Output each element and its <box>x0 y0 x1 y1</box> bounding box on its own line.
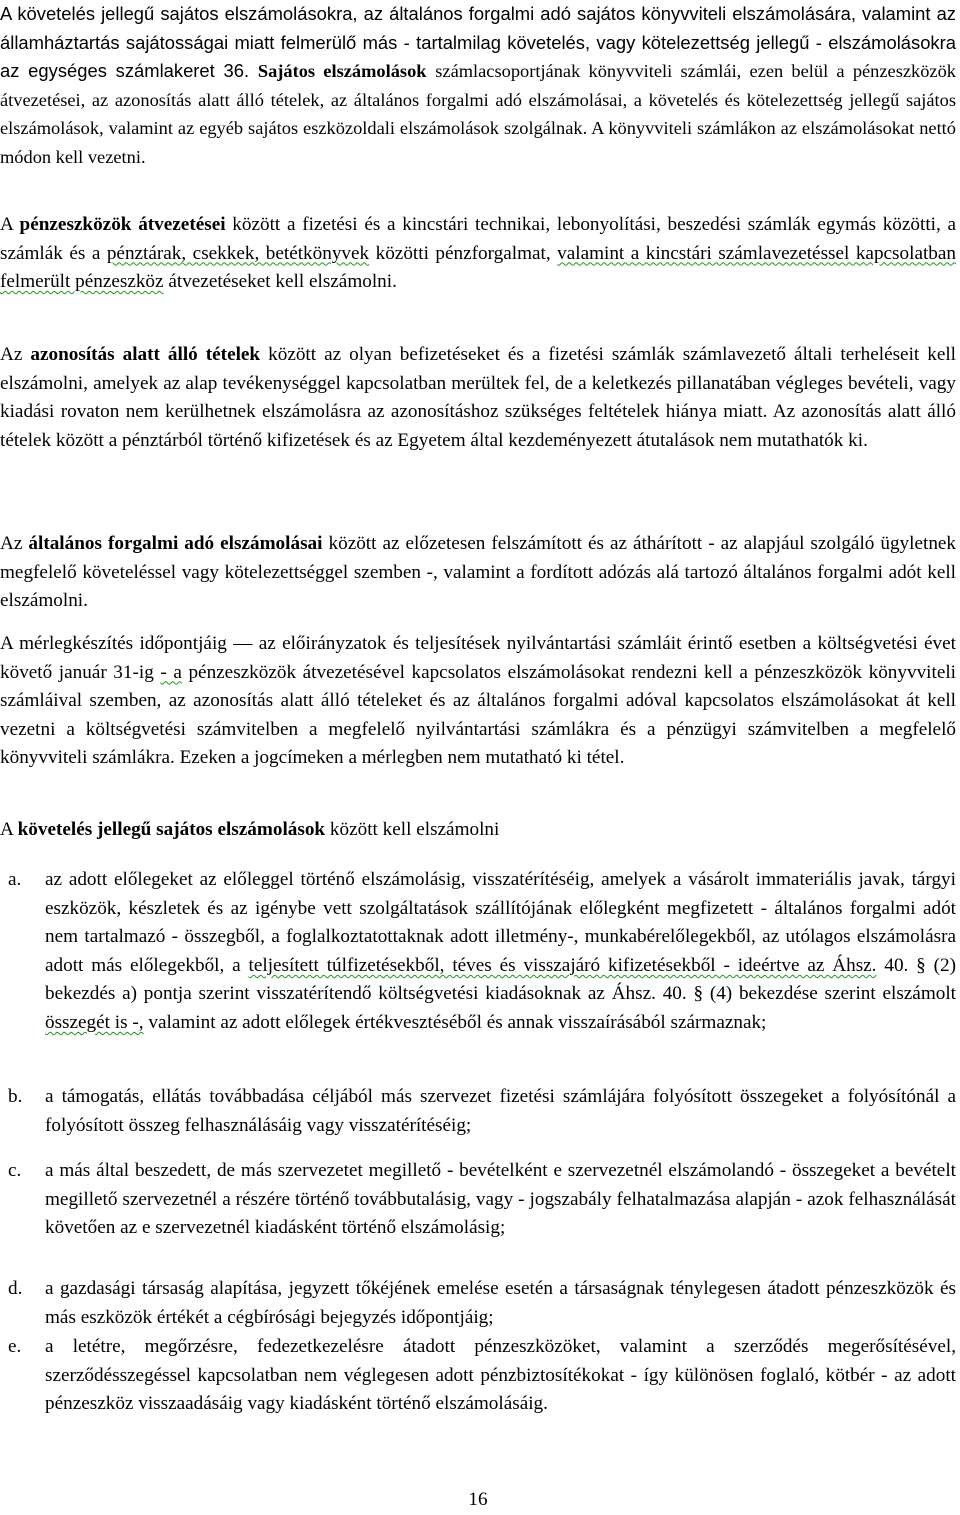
paragraph-balance-sheet <box>0 630 956 773</box>
item-a-text-5: valamint az adott előlegek értékvesztéséből és annak visszaírásából származnak; <box>148 1011 767 1033</box>
account-group-number: 36. <box>223 60 250 82</box>
item-a-wavy-2: összegét is -, <box>45 1011 144 1033</box>
paragraph-receivables-intro <box>0 816 956 845</box>
list-marker-b: b. <box>8 1086 23 1107</box>
receivables-bold-term: követelés jellegű sajátos elszámolások <box>17 819 326 840</box>
unidentified-text-a: Az <box>0 344 23 365</box>
intro-text: A követelés jellegű sajátos elszámolásokra, az általános forgalmi adó sajátos könyvviteli elszámolására, valamint az államháztartás sajátosságai miatt felmerülő más - tartalmilag követelés, vagy kötelezettség jellegű - elszámolásokra az egységes számlakeret <box>0 3 956 82</box>
receivables-text-c: között kell elszámolni <box>329 819 500 840</box>
balance-text-a: A mérlegkészítés időpontjáig — az előirányzatok és teljesítések nyilvántartási számláit érintő esetben a költségvetési évet követő január 31-ig <box>0 633 956 683</box>
list-marker-c: c. <box>8 1160 22 1181</box>
intro-bold-term: Sajátos elszámolások <box>257 61 427 82</box>
list-marker-d: d. <box>8 1278 23 1299</box>
receivables-text-a: A <box>0 819 13 840</box>
paragraph-transfers <box>0 211 956 297</box>
item-e-text: a letétre, megőrzésre, fedezetkezelésre átadott pénzeszközöket, valamint a szerződés megerősítésével, szerződésszegéssel kapcsolatban nem véglegesen adott pénzbiztosítékokat - így különösen foglaló, kötbér - az adott pénzeszköz visszaadásáig vagy kiadásként történő elszámolásáig. <box>45 1336 956 1415</box>
transfers-text-g: átvezetéseket kell elszámolni. <box>168 271 397 293</box>
transfers-wavy-1: pénztárak, csekkek, betétkönyvek <box>106 242 370 264</box>
transfers-text-e: közötti pénzforgalmat, <box>375 242 551 264</box>
list-item-d <box>0 1275 956 1332</box>
item-a-text-3: 40. § (2) bekezdés a) pontja szerint visszatérítendő költségvetési kiadásoknak az Áhsz. 40. § (4) bekezdése szerint elszámolt <box>45 954 957 1005</box>
list-item-c <box>0 1157 956 1243</box>
paragraph-intro <box>0 0 956 172</box>
vat-text-c: között az előzetesen felszámított és az áthárított - az alapjául szolgáló ügyletnek megfelelő követeléssel vagy kötelezettséggel szemben -, valamint a fordított adózás alá tartozó általános forgalmi adót kell elszámolni. <box>0 533 957 612</box>
unidentified-text-c: között az olyan befizetéseket és a fizetési számlák számlavezető általi terheléseit kell elszámolni, amelyek az alap tevékenységgel kapcsolatban merültek fel, de a keletkezés pillanatában végleges bevételi, vagy kiadási rovaton nem kerülhetnek elszámolásra az azonosításhoz szükséges feltételek hiánya miatt. Az azonosítás alatt álló tételek között a pénztárból történő kifizetések és az Egyetem által kezdeményezett átutalások nem mutathatók ki. <box>0 344 957 451</box>
item-d-text: a gazdasági társaság alapítása, jegyzett tőkéjének emelése esetén a társaságnak ténylegesen átadott pénzeszközök és más eszközök értékét a cégbírósági bejegyzés időpontjáig; <box>45 1278 956 1328</box>
balance-wavy: - a <box>160 661 182 683</box>
transfers-bold-term: pénzeszközök átvezetései <box>19 214 226 235</box>
item-a-text-1: az adott előlegeket az előleggel történő elszámolásig, visszatérítéséig, amelyek a vásárolt immateriális javak, tárgyi eszközök, készletek és az igénybe vett szolgáltatások szállítójának előlegként megfizetett - általános forgalmi adót nem tartalmazó - összegből, a foglalkoztatottaknak adott illetmény-, munkabérelőlegekből, az utólagos elszámolásra adott más előlegekből, a <box>45 869 956 976</box>
list-item-b <box>0 1083 956 1140</box>
vat-text-a: Az <box>0 533 23 554</box>
page-number: 16 <box>468 1489 488 1510</box>
item-c-text: a más által beszedett, de más szervezetet megillető - bevételként e szervezetnél elszámolandó - összegeket a bevételt megillető szervezetnél a részére történő továbbutalásig, vagy - jogszabály felhatalmazása alapján - azok felhasználását követően az e szervezetnél kiadásként történő elszámolásig; <box>45 1160 956 1239</box>
list-item-a <box>0 866 956 1038</box>
vat-bold-term: általános forgalmi adó elszámolásai <box>28 533 323 554</box>
list-item-e <box>0 1333 956 1419</box>
balance-text-c: pénzeszközök átvezetésével kapcsolatos elszámolásokat rendezni kell a pénzeszközök könyvviteli számláival szemben, az azonosítás alatt álló tételeket és az általános forgalmi adóval kapcsolatos elszámolásokat át kell vezetni a költségvetési számvitelben a megfelelő nyilvántartási számlákra és a pénzügyi számvitelben a megfelelő könyvviteli számlákra. Ezeken a jogcímeken a mérlegben nem mutatható ki tétel. <box>0 661 956 769</box>
transfers-text-a: A <box>0 214 13 235</box>
item-b-text: a támogatás, ellátás továbbadása céljából más szervezet fizetési számlájára folyósított összegeket a folyósítónál a folyósított összeg felhasználásáig vagy visszatérítéséig; <box>45 1086 956 1136</box>
item-a-wavy-1: teljesített túlfizetésekből, téves és visszajáró kifizetésekből - ideértve az Áhsz. <box>248 954 877 976</box>
list-marker-e: e. <box>8 1336 22 1357</box>
paragraph-unidentified <box>0 341 956 455</box>
intro-text-rest: számlacsoportjának könyvviteli számlái, ezen belül a pénzeszközök átvezetései, az azonosítás alatt álló tételek, az általános forgalmi adó elszámolásai, a követelés és kötelezettség jellegű sajátos elszámolások, valamint az egyéb sajátos eszközoldali elszámolások szolgálnak. A könyvviteli számlákon az elszámolásokat nettó módon kell vezetni. <box>0 61 956 167</box>
unidentified-bold-term: azonosítás alatt álló tételek <box>30 344 261 365</box>
transfers-text-c: között a fizetési és a kincstári technikai, lebonyolítási, beszedési számlák egymás közötti, a számlák és a <box>0 214 957 264</box>
transfers-wavy-2: valamint a kincstári számlavezetéssel kapcsolatban felmerült pénzeszköz <box>0 242 956 293</box>
list-marker-a: a. <box>8 869 22 890</box>
paragraph-vat <box>0 530 956 616</box>
